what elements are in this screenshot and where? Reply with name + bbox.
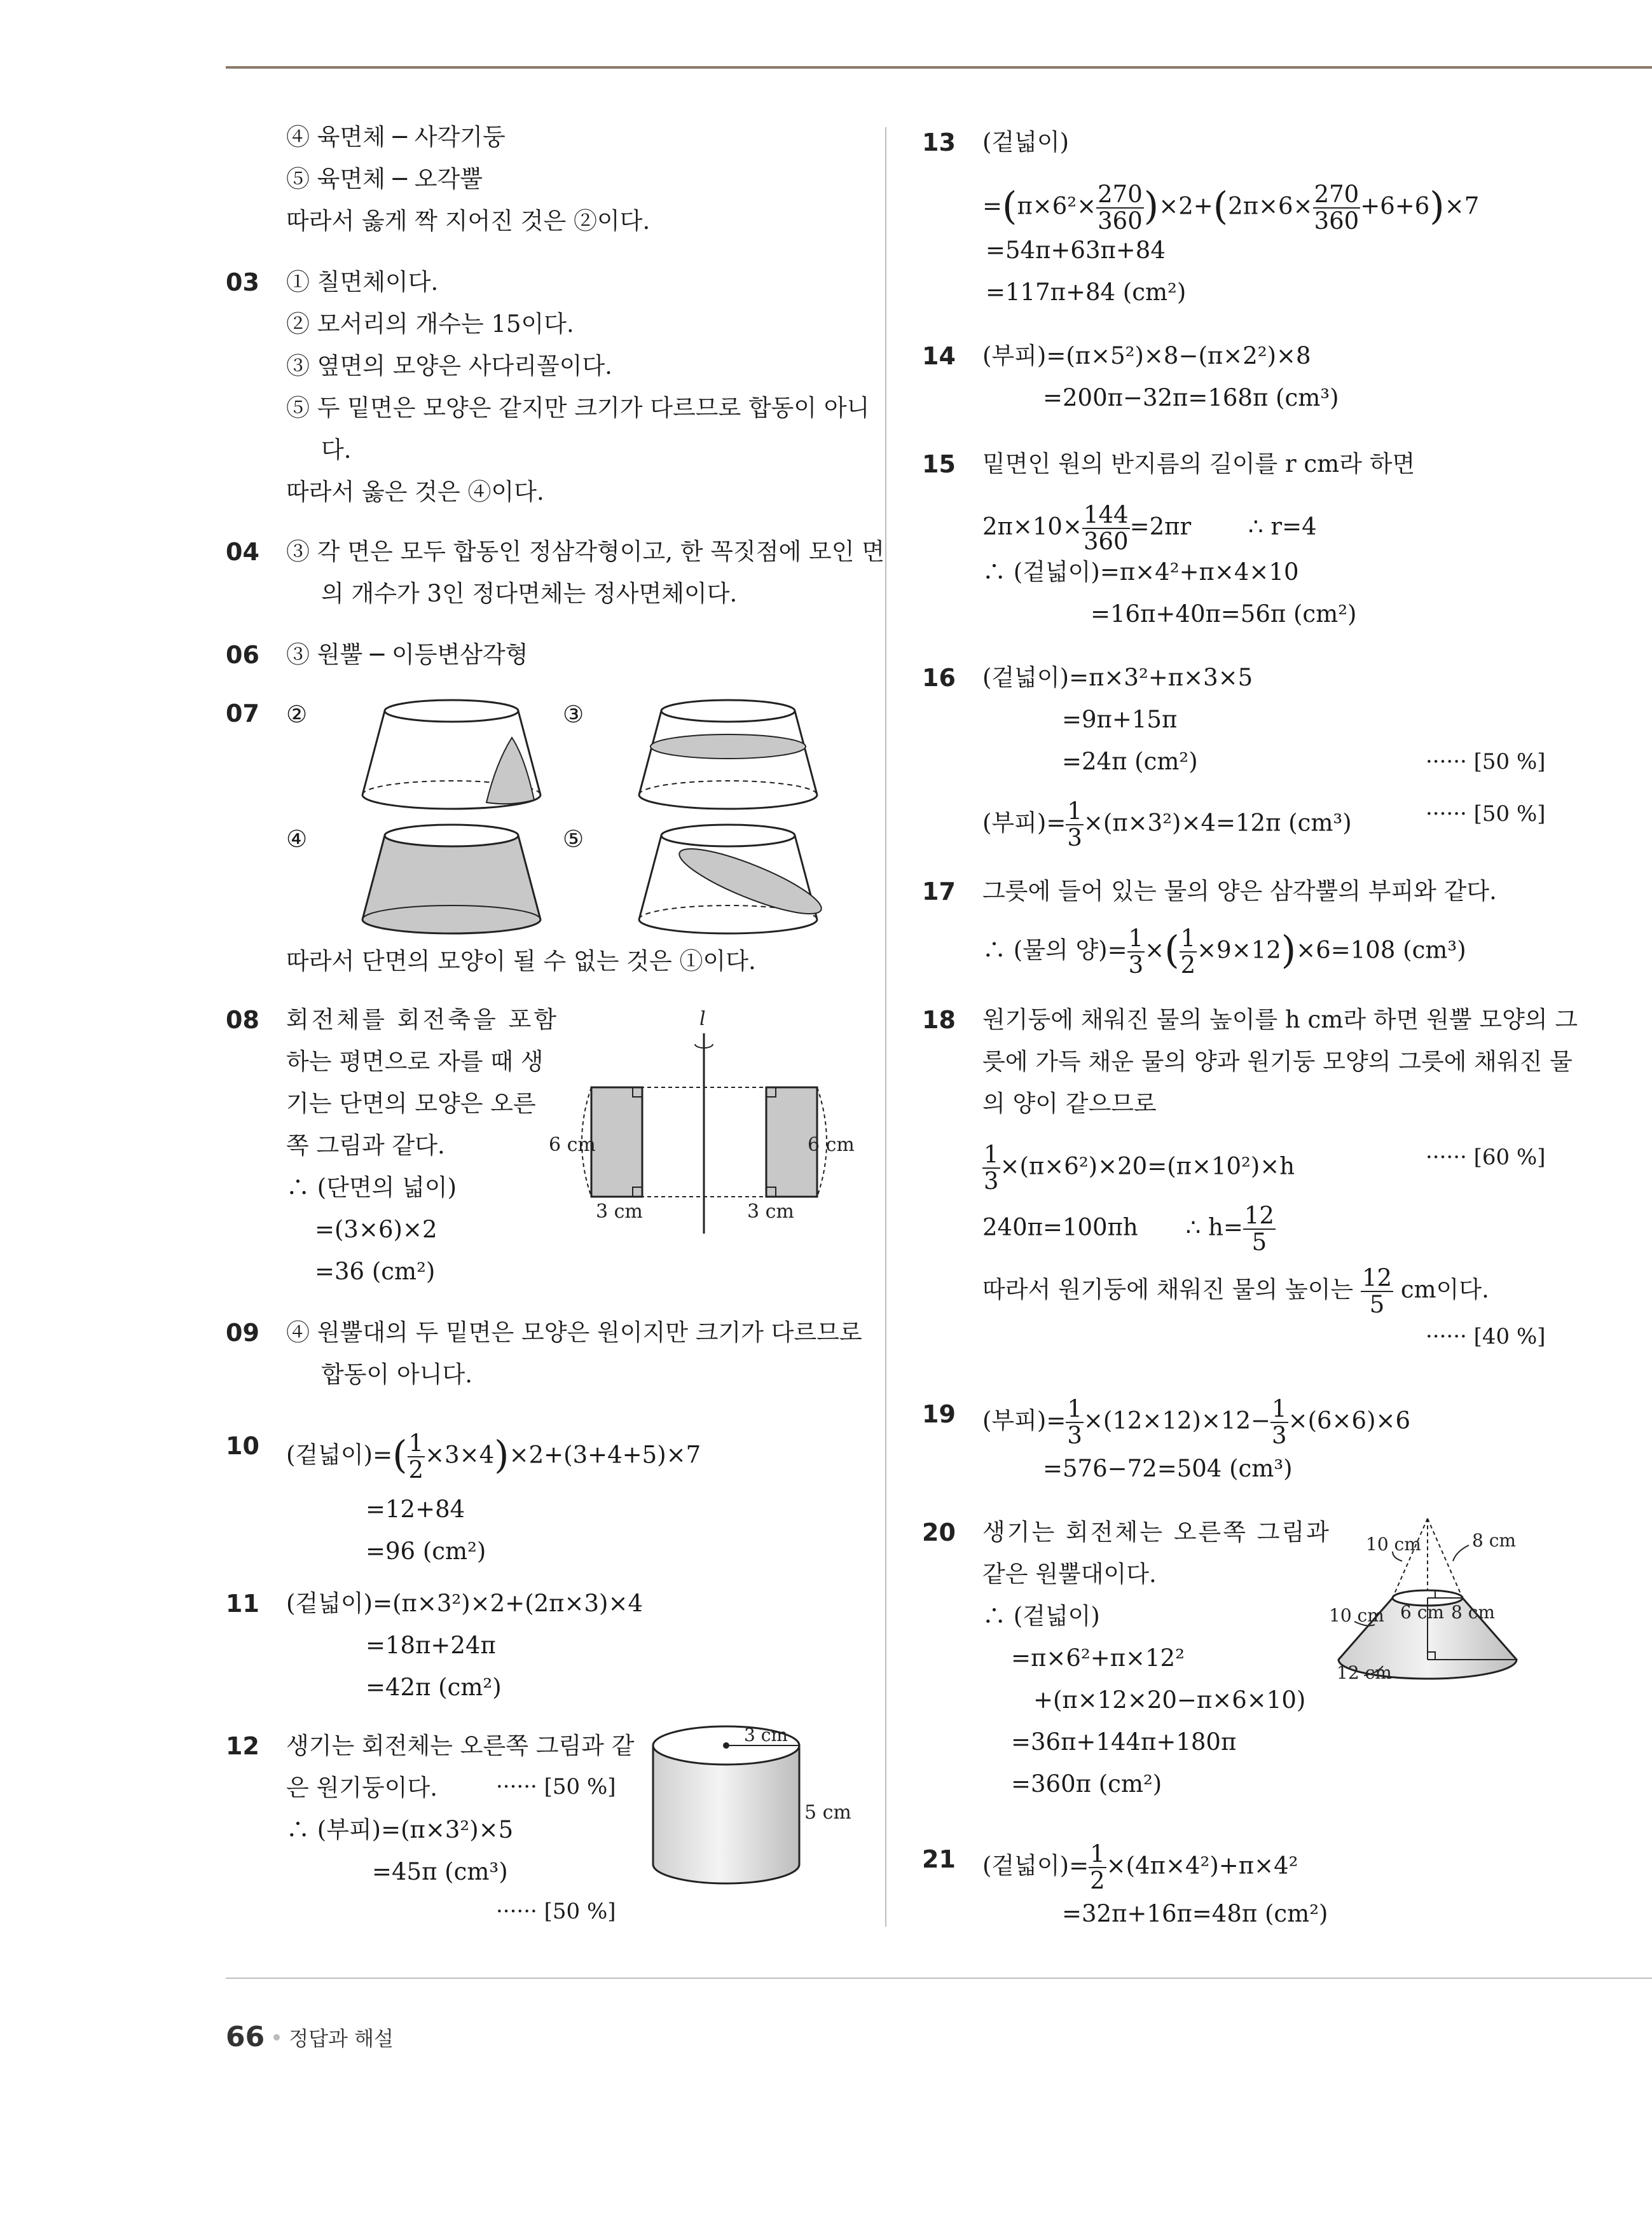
fraction-numerator: 144 xyxy=(1083,501,1129,528)
text: =2πr xyxy=(1129,513,1192,540)
fraction-denominator: 2 xyxy=(1180,951,1196,979)
text: ×2+ xyxy=(1159,192,1213,220)
page-number: 66 xyxy=(226,2021,265,2053)
figure-label: ④ xyxy=(286,825,308,853)
text-line: ④ 육면체 ─ 사각기둥 xyxy=(286,123,506,151)
text-line: 릇에 가득 채운 물의 양과 원기둥 모양의 그릇에 채워진 물 xyxy=(982,1048,1573,1075)
text-line: 따라서 옳게 짝 지어진 것은 ②이다. xyxy=(286,207,650,235)
cylinder-figure xyxy=(645,1717,874,1908)
fraction-numerator: 270 xyxy=(1098,181,1143,208)
problem-number: 14 xyxy=(922,342,956,370)
equation-line: =(π×6²× $\frac{270}{360}$ )×2+(2π×6× $\frac{270}{360}$ +6+6)×7 xyxy=(982,181,1480,235)
text-line: ⑤ 두 밑면은 모양은 같지만 크기가 다르므로 합동이 아니 xyxy=(286,394,870,422)
text: (부피)= xyxy=(982,1407,1066,1435)
text-line: 은 원기둥이다. xyxy=(286,1774,437,1801)
text: ×3×4 xyxy=(425,1441,495,1469)
text-line: (부피)=(π×5²)×8−(π×2²)×8 xyxy=(982,342,1311,369)
text-line: =576−72=504 (cm³) xyxy=(1043,1455,1293,1482)
problem-number: 17 xyxy=(922,878,956,905)
text-line: 의 개수가 3인 정다면체는 정사면체이다. xyxy=(321,580,738,607)
text-line: 같은 원뿔대이다. xyxy=(982,1560,1157,1588)
equation-line xyxy=(982,1265,1489,1318)
text: ∴ h= xyxy=(1185,1213,1243,1241)
frustum-height-label: 8 cm xyxy=(1451,1602,1495,1623)
text-line: 합동이 아니다. xyxy=(321,1361,472,1388)
text-line: 따라서 단면의 모양이 될 수 없는 것은 ①이다. xyxy=(286,947,756,975)
axis-cross-section-figure xyxy=(549,998,855,1240)
problem-number: 19 xyxy=(922,1400,956,1428)
fraction-numerator: 1 xyxy=(1128,925,1144,952)
text-line: 다. xyxy=(321,436,352,464)
fraction-numerator: 12 xyxy=(1244,1202,1274,1229)
text-line: ∴ (부피)=(π×3²)×5 xyxy=(286,1816,514,1843)
text-line: =18π+24π xyxy=(366,1632,496,1659)
top-radius-label: 6 cm xyxy=(1400,1602,1444,1623)
text: ×6=108 (cm³) xyxy=(1296,936,1466,964)
text-line: ③ 각 면은 모두 합동인 정삼각형이고, 한 꼭짓점에 모인 면 xyxy=(286,538,885,565)
text: ×(12×12)×12− xyxy=(1083,1407,1271,1435)
text-line: =360π (cm²) xyxy=(1011,1770,1162,1798)
text: 2π×6× xyxy=(1228,192,1313,220)
figure-label: ③ xyxy=(563,701,584,728)
problem-number: 11 xyxy=(226,1590,259,1618)
text: ×(6×6)×6 xyxy=(1288,1407,1411,1435)
bottom-radius-label: 12 cm xyxy=(1337,1662,1392,1683)
footer-dot xyxy=(273,2034,280,2041)
fraction-numerator: 1 xyxy=(1272,1395,1287,1422)
text: ∴ (물의 양)= xyxy=(982,936,1127,964)
equation-line xyxy=(982,1203,1276,1255)
problem-number: 03 xyxy=(226,268,259,296)
fraction-denominator: 3 xyxy=(1067,824,1082,851)
frustum-sections-figure xyxy=(315,693,951,947)
equation-line xyxy=(982,1142,1295,1194)
left-width-label: 3 cm xyxy=(596,1201,643,1223)
text: +6+6 xyxy=(1360,192,1430,220)
fraction-numerator: 270 xyxy=(1314,181,1359,208)
equation-line xyxy=(982,1396,1410,1449)
score-label: ······ [40 %] xyxy=(1426,1324,1546,1349)
text-line: 하는 평면으로 자를 때 생 xyxy=(286,1048,544,1075)
text-line: ③ 원뿔 ─ 이등변삼각형 xyxy=(286,641,528,668)
text-line: =36 (cm²) xyxy=(315,1258,436,1285)
equation-line xyxy=(982,799,1352,851)
problem-number: 12 xyxy=(226,1732,259,1760)
text: = xyxy=(982,192,1003,220)
fraction-denominator: 360 xyxy=(1314,207,1359,235)
problem-number: 21 xyxy=(922,1845,956,1873)
axis-label: l xyxy=(699,1008,706,1030)
fraction-numerator: 1 xyxy=(408,1429,424,1457)
height-label: 5 cm xyxy=(804,1801,851,1824)
text-line: =54π+63π+84 xyxy=(986,237,1166,264)
top-rule xyxy=(226,66,1652,69)
text-line: (겉넓이)=(π×3²)×2+(2π×3)×4 xyxy=(286,1590,644,1617)
problem-number: 20 xyxy=(922,1518,956,1546)
text-line: =32π+16π=48π (cm²) xyxy=(1062,1900,1328,1927)
right-width-label: 3 cm xyxy=(747,1201,794,1223)
text-line: ⑤ 육면체 ─ 오각뿔 xyxy=(286,165,483,193)
text-line: 따라서 옳은 것은 ④이다. xyxy=(286,478,544,506)
text-line: =π×6²+π×12² xyxy=(1011,1644,1185,1672)
text: ×(4π×4²)+π×4² xyxy=(1106,1852,1298,1880)
radius-label: 3 cm xyxy=(744,1724,788,1745)
fraction-denominator: 5 xyxy=(1251,1229,1267,1256)
fraction-numerator: 12 xyxy=(1361,1264,1393,1291)
slant-top-label: 10 cm xyxy=(1366,1534,1421,1555)
text-line: 의 양이 같으므로 xyxy=(982,1090,1157,1117)
text-line: ③ 옆면의 모양은 사다리꼴이다. xyxy=(286,352,612,380)
equation-line: (겉넓이)=( $\frac{1}{2}$ ×3×4)×2+(3+4+5)×7 xyxy=(286,1429,701,1483)
text-line: ② 모서리의 개수는 15이다. xyxy=(286,310,574,338)
text-line: 생기는 회전체는 오른쪽 그림과 xyxy=(982,1518,1331,1546)
fraction-denominator: 360 xyxy=(1098,207,1143,235)
text-line: 기는 단면의 모양은 오른 xyxy=(286,1090,536,1117)
text: 따라서 원기둥에 채워진 물의 높이는 xyxy=(982,1276,1354,1304)
text-line: =9π+15π xyxy=(1062,706,1178,733)
fraction-numerator: 1 xyxy=(1090,1840,1105,1868)
text-line: 회전체를 회전축을 포함 xyxy=(286,1006,559,1033)
footer-label: 정답과 해설 xyxy=(289,2026,394,2051)
text-line: =16π+40π=56π (cm²) xyxy=(1091,600,1357,628)
text-line: =36π+144π+180π xyxy=(1011,1728,1237,1756)
frustum-figure xyxy=(1329,1507,1596,1685)
text: ∴ r=4 xyxy=(1248,513,1317,540)
equation-line xyxy=(982,502,1317,554)
text-line: ① 칠면체이다. xyxy=(286,268,439,296)
fraction-denominator: 2 xyxy=(1090,1867,1105,1894)
fraction-denominator: 3 xyxy=(1128,951,1144,979)
fraction-denominator: 3 xyxy=(984,1167,999,1195)
problem-number: 06 xyxy=(226,641,259,669)
problem-number: 15 xyxy=(922,450,956,478)
text: ×9×12 xyxy=(1197,936,1281,964)
text: (겉넓이)= xyxy=(982,1852,1089,1880)
figure-label: ② xyxy=(286,701,308,728)
bottom-rule xyxy=(226,1978,1652,1979)
fraction-numerator: 1 xyxy=(1067,797,1082,825)
text-line: ④ 원뿔대의 두 밑면은 모양은 원이지만 크기가 다르므로 xyxy=(286,1319,862,1346)
text: (겉넓이)= xyxy=(286,1441,393,1469)
text-line: =24π (cm²) xyxy=(1062,748,1198,775)
page-footer xyxy=(226,2021,394,2053)
text-line: ∴ (겉넓이)=π×4²+π×4×10 xyxy=(982,558,1299,586)
problem-number: 09 xyxy=(226,1319,259,1347)
problem-number: 18 xyxy=(922,1006,956,1034)
fraction-denominator: 5 xyxy=(1369,1291,1385,1318)
text-line: 쪽 그림과 같다. xyxy=(286,1132,445,1159)
text: ×7 xyxy=(1444,192,1480,220)
text: (부피)= xyxy=(982,809,1066,837)
slant-bottom-label: 10 cm xyxy=(1329,1605,1384,1626)
problem-number: 07 xyxy=(226,699,259,727)
column-divider xyxy=(885,127,886,1927)
text: ×(π×3²)×4=12π (cm³) xyxy=(1083,809,1352,837)
equation-line: ∴ (물의 양)= $\frac{1}{3}$ ×( $\frac{1}{2}$ ×9×12)×6=108 (cm³) xyxy=(982,925,1466,979)
text-line: =200π−32π=168π (cm³) xyxy=(1043,384,1339,411)
text: × xyxy=(1145,936,1165,964)
fraction-denominator: 2 xyxy=(408,1456,424,1483)
text-line: 밑면인 원의 반지름의 길이를 r cm라 하면 xyxy=(982,450,1415,478)
text-line: =(3×6)×2 xyxy=(315,1216,437,1243)
score-label: ······ [60 %] xyxy=(1426,1145,1546,1170)
right-height-label: 6 cm xyxy=(808,1134,855,1156)
fraction-denominator: 3 xyxy=(1067,1422,1082,1449)
text: 2π×10× xyxy=(982,513,1082,540)
text-line: ∴ (겉넓이) xyxy=(982,1602,1100,1630)
text-line: +(π×12×20−π×6×10) xyxy=(1033,1686,1306,1714)
fraction-numerator: 1 xyxy=(984,1141,999,1168)
left-height-label: 6 cm xyxy=(549,1134,596,1156)
upper-height-label: 8 cm xyxy=(1472,1530,1516,1551)
fraction-denominator: 360 xyxy=(1083,528,1129,555)
figure-label: ⑤ xyxy=(563,825,584,853)
text: 240π=100πh xyxy=(982,1213,1138,1241)
text: ×(π×6²)×20=(π×10²)×h xyxy=(1000,1152,1295,1180)
text-line: ∴ (단면의 넓이) xyxy=(286,1174,457,1201)
score-label: ······ [50 %] xyxy=(1426,801,1546,827)
text-line: =117π+84 (cm²) xyxy=(986,279,1187,306)
score-label: ······ [50 %] xyxy=(496,1774,616,1800)
problem-number: 10 xyxy=(226,1432,259,1460)
text-line: =42π (cm²) xyxy=(366,1674,502,1701)
fraction-denominator: 3 xyxy=(1272,1422,1287,1449)
score-label: ······ [50 %] xyxy=(1426,749,1546,774)
text: ×2+(3+4+5)×7 xyxy=(509,1441,701,1469)
fraction-numerator: 1 xyxy=(1180,925,1196,952)
text: π×6²× xyxy=(1017,192,1097,220)
problem-number: 13 xyxy=(922,128,956,156)
equation-line xyxy=(982,1841,1298,1894)
text-line: =96 (cm²) xyxy=(366,1538,486,1565)
problem-number: 04 xyxy=(226,538,259,566)
text-line: (겉넓이)=π×3²+π×3×5 xyxy=(982,664,1253,691)
fraction-numerator: 1 xyxy=(1067,1395,1082,1422)
text-line: 원기둥에 채워진 물의 높이를 h cm라 하면 원뿔 모양의 그 xyxy=(982,1006,1578,1033)
text: cm이다. xyxy=(1400,1276,1489,1304)
problem-number: 08 xyxy=(226,1006,259,1034)
problem-number: 16 xyxy=(922,664,956,692)
text-line: 그릇에 들어 있는 물의 양은 삼각뿔의 부피와 같다. xyxy=(982,878,1497,905)
text-line: =12+84 xyxy=(366,1496,465,1523)
score-label: ······ [50 %] xyxy=(496,1899,616,1924)
text-line: 생기는 회전체는 오른쪽 그림과 같 xyxy=(286,1732,635,1759)
text-line: (겉넓이) xyxy=(982,128,1070,156)
text-line: =45π (cm³) xyxy=(372,1858,508,1885)
